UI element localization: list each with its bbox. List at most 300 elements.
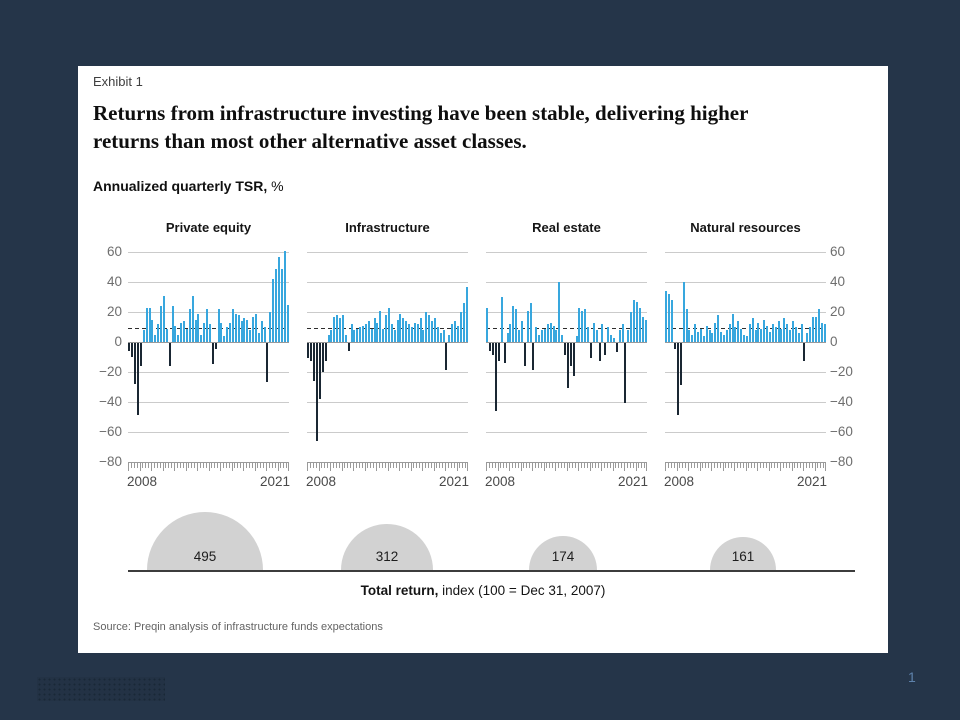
quarter-tick bbox=[677, 463, 678, 471]
quarter-tick bbox=[769, 463, 770, 471]
bar bbox=[521, 321, 523, 342]
total-return-value: 495 bbox=[193, 549, 217, 564]
quarter-tick bbox=[163, 463, 164, 471]
quarter-tick bbox=[708, 463, 709, 468]
bar bbox=[235, 314, 237, 343]
quarter-tick bbox=[812, 463, 813, 468]
bar bbox=[192, 296, 194, 343]
bar bbox=[766, 326, 768, 343]
quarter-tick bbox=[457, 463, 458, 471]
quarter-tick bbox=[142, 463, 143, 468]
bar bbox=[371, 329, 373, 343]
y-axis-label-right: 0 bbox=[830, 334, 838, 349]
quarter-tick bbox=[370, 463, 371, 468]
quarter-tick bbox=[339, 463, 340, 468]
bar bbox=[172, 306, 174, 342]
bar bbox=[504, 343, 506, 363]
quarter-tick bbox=[307, 463, 308, 471]
bar bbox=[729, 324, 731, 342]
gridline-60 bbox=[486, 252, 647, 253]
bar bbox=[374, 318, 376, 342]
quarter-tick bbox=[595, 463, 596, 468]
bar bbox=[246, 320, 248, 343]
bar bbox=[665, 291, 667, 342]
bar bbox=[561, 335, 563, 343]
x-axis-ruler bbox=[486, 462, 647, 473]
quarter-tick bbox=[685, 463, 686, 468]
quarter-tick bbox=[668, 463, 669, 468]
quarter-tick bbox=[223, 463, 224, 468]
bar bbox=[818, 309, 820, 342]
bar bbox=[422, 330, 424, 342]
bar bbox=[780, 329, 782, 343]
quarter-tick bbox=[388, 463, 389, 471]
quarter-tick bbox=[618, 463, 619, 468]
quarter-tick bbox=[512, 463, 513, 468]
bar bbox=[671, 300, 673, 342]
quarter-tick bbox=[529, 463, 530, 468]
bar bbox=[445, 343, 447, 370]
gridline-40 bbox=[128, 282, 289, 283]
bar bbox=[183, 321, 185, 342]
quarter-tick bbox=[390, 463, 391, 468]
bar bbox=[137, 343, 139, 415]
quarter-tick bbox=[342, 463, 343, 471]
bar bbox=[535, 327, 537, 342]
quarter-tick bbox=[280, 463, 281, 468]
quarter-tick bbox=[269, 463, 270, 468]
bar bbox=[711, 333, 713, 342]
bar bbox=[319, 343, 321, 399]
y-axis-label-left: 20 bbox=[106, 304, 122, 319]
bar bbox=[333, 317, 335, 343]
gridline--20 bbox=[307, 372, 468, 373]
quarter-tick bbox=[160, 463, 161, 468]
bar bbox=[726, 330, 728, 342]
quarter-tick bbox=[725, 463, 726, 468]
bar bbox=[206, 309, 208, 342]
bar bbox=[351, 324, 353, 342]
bar bbox=[734, 327, 736, 342]
bar bbox=[154, 335, 156, 343]
bar bbox=[636, 302, 638, 343]
bar bbox=[146, 308, 148, 343]
quarter-tick bbox=[610, 463, 611, 468]
bar bbox=[809, 327, 811, 342]
bar bbox=[714, 323, 716, 343]
bar bbox=[757, 323, 759, 343]
quarter-tick bbox=[561, 463, 562, 468]
quarter-tick bbox=[454, 463, 455, 468]
quarter-tick bbox=[809, 463, 810, 468]
bar bbox=[798, 333, 800, 342]
bar bbox=[382, 329, 384, 343]
y-axis-label-right: −40 bbox=[830, 394, 853, 409]
quarter-tick bbox=[564, 463, 565, 468]
quarter-tick bbox=[646, 463, 647, 471]
bar bbox=[806, 333, 808, 342]
bar bbox=[443, 330, 445, 342]
chart-panel-real-estate bbox=[486, 218, 647, 498]
gridline--60 bbox=[486, 432, 647, 433]
quarter-tick bbox=[272, 463, 273, 468]
gridline-40 bbox=[665, 282, 826, 283]
quarter-tick bbox=[688, 463, 689, 471]
quarter-tick bbox=[760, 463, 761, 468]
bar bbox=[558, 282, 560, 342]
quarter-tick bbox=[792, 463, 793, 471]
gridline--60 bbox=[307, 432, 468, 433]
quarter-tick bbox=[694, 463, 695, 468]
gridline--40 bbox=[128, 402, 289, 403]
chart-title: Real estate bbox=[532, 220, 601, 235]
quarter-tick bbox=[448, 463, 449, 468]
bar bbox=[209, 324, 211, 342]
quarter-tick bbox=[523, 463, 524, 468]
gridline-0 bbox=[128, 342, 289, 343]
quarter-tick bbox=[492, 463, 493, 468]
bar bbox=[732, 314, 734, 343]
bar bbox=[486, 308, 488, 343]
bar bbox=[232, 309, 234, 342]
quarter-tick bbox=[134, 463, 135, 468]
bar bbox=[143, 330, 145, 342]
quarter-tick bbox=[638, 463, 639, 468]
bar bbox=[264, 327, 266, 342]
bar bbox=[547, 324, 549, 342]
y-axis-label-left: 0 bbox=[114, 334, 122, 349]
bar bbox=[414, 323, 416, 343]
bar bbox=[215, 343, 217, 349]
quarter-tick bbox=[500, 463, 501, 468]
quarter-tick bbox=[321, 463, 322, 468]
bar bbox=[645, 320, 647, 343]
quarter-tick bbox=[521, 463, 522, 471]
bar bbox=[509, 324, 511, 342]
quarter-tick bbox=[319, 463, 320, 471]
quarter-tick bbox=[237, 463, 238, 468]
x-axis-start-label: 2008 bbox=[485, 474, 516, 489]
bar bbox=[700, 329, 702, 343]
exhibit-title: Returns from infrastructure investing have been stable, delivering higher returns than most other alternative asset classes. bbox=[93, 101, 749, 153]
bar bbox=[755, 330, 757, 342]
bar bbox=[402, 318, 404, 342]
bar bbox=[399, 314, 401, 343]
quarter-tick bbox=[581, 463, 582, 468]
exhibit-label: Exhibit 1 bbox=[93, 74, 143, 89]
quarter-tick bbox=[549, 463, 550, 468]
quarter-tick bbox=[592, 463, 593, 468]
quarter-tick bbox=[353, 463, 354, 471]
bar bbox=[624, 343, 626, 403]
bar bbox=[200, 335, 202, 343]
bar bbox=[365, 324, 367, 342]
gridline--60 bbox=[665, 432, 826, 433]
bar bbox=[746, 336, 748, 342]
quarter-tick bbox=[587, 463, 588, 468]
quarter-tick bbox=[416, 463, 417, 468]
gridline--40 bbox=[486, 402, 647, 403]
quarter-tick bbox=[665, 463, 666, 471]
bar bbox=[223, 336, 225, 342]
quarter-tick bbox=[702, 463, 703, 468]
total-return-baseline bbox=[128, 570, 855, 572]
bar bbox=[717, 315, 719, 342]
quarter-tick bbox=[419, 463, 420, 468]
bar bbox=[613, 338, 615, 343]
bar bbox=[420, 318, 422, 342]
bar bbox=[515, 309, 517, 342]
x-axis-start-label: 2008 bbox=[664, 474, 695, 489]
quarter-tick bbox=[598, 463, 599, 468]
bar bbox=[252, 317, 254, 343]
bar bbox=[610, 335, 612, 343]
y-axis-label-right: 20 bbox=[830, 304, 846, 319]
quarter-tick bbox=[168, 463, 169, 468]
bar bbox=[593, 323, 595, 343]
quarter-tick bbox=[590, 463, 591, 471]
chart-plot bbox=[486, 252, 647, 462]
bar bbox=[325, 343, 327, 361]
bar bbox=[238, 315, 240, 342]
quarter-tick bbox=[411, 463, 412, 471]
quarter-tick bbox=[535, 463, 536, 468]
bar bbox=[307, 343, 309, 358]
quarter-tick bbox=[498, 463, 499, 471]
quarter-tick bbox=[569, 463, 570, 468]
bar bbox=[740, 329, 742, 343]
quarter-tick bbox=[362, 463, 363, 468]
bar bbox=[356, 329, 358, 343]
quarter-tick bbox=[604, 463, 605, 468]
quarter-tick bbox=[246, 463, 247, 468]
quarter-tick bbox=[203, 463, 204, 468]
bar bbox=[789, 330, 791, 342]
bar bbox=[186, 329, 188, 343]
bar bbox=[596, 330, 598, 342]
bar bbox=[197, 314, 199, 343]
small-multiples-bar-charts bbox=[78, 218, 888, 498]
bar bbox=[786, 324, 788, 342]
quarter-tick bbox=[431, 463, 432, 468]
quarter-tick bbox=[786, 463, 787, 468]
quarter-tick bbox=[200, 463, 201, 468]
bar bbox=[316, 343, 318, 441]
quarter-tick bbox=[691, 463, 692, 468]
quarter-tick bbox=[379, 463, 380, 468]
bar bbox=[812, 317, 814, 343]
bar bbox=[775, 327, 777, 342]
bar bbox=[258, 333, 260, 342]
quarter-tick bbox=[382, 463, 383, 468]
bar bbox=[174, 326, 176, 343]
metric-label-unit: % bbox=[271, 178, 284, 194]
total-return-value: 312 bbox=[375, 549, 399, 564]
bar bbox=[385, 315, 387, 342]
gridline-20 bbox=[665, 312, 826, 313]
quarter-tick bbox=[234, 463, 235, 468]
quarter-tick bbox=[128, 463, 129, 471]
quarter-tick bbox=[584, 463, 585, 468]
bar bbox=[391, 324, 393, 342]
bar bbox=[769, 332, 771, 343]
quarter-tick bbox=[402, 463, 403, 468]
bar bbox=[720, 332, 722, 343]
quarter-tick bbox=[717, 463, 718, 468]
bar bbox=[749, 324, 751, 342]
total-return-value: 161 bbox=[731, 549, 755, 564]
gridline-60 bbox=[307, 252, 468, 253]
gridline--40 bbox=[665, 402, 826, 403]
quarter-tick bbox=[636, 463, 637, 471]
bar bbox=[492, 343, 494, 355]
x-axis-end-label: 2021 bbox=[259, 474, 290, 489]
bar bbox=[527, 311, 529, 343]
metric-label bbox=[93, 178, 284, 194]
bar bbox=[763, 320, 765, 343]
quarter-tick bbox=[226, 463, 227, 468]
bar bbox=[587, 327, 589, 342]
bar bbox=[633, 300, 635, 342]
gridline-40 bbox=[307, 282, 468, 283]
quarter-tick bbox=[183, 463, 184, 468]
quarter-tick bbox=[644, 463, 645, 468]
bar bbox=[674, 343, 676, 349]
quarter-tick bbox=[428, 463, 429, 468]
chart-panel-private-equity bbox=[128, 218, 289, 498]
quarter-tick bbox=[288, 463, 289, 471]
bar bbox=[622, 324, 624, 342]
quarter-tick bbox=[544, 463, 545, 471]
y-axis-label-right: −20 bbox=[830, 364, 853, 379]
quarter-tick bbox=[347, 463, 348, 468]
chart-panel-infrastructure bbox=[307, 218, 468, 498]
bar bbox=[411, 327, 413, 342]
bar bbox=[128, 343, 130, 351]
bar bbox=[512, 306, 514, 342]
quarter-tick bbox=[137, 463, 138, 468]
y-axis-label-left: −40 bbox=[99, 394, 122, 409]
gridline-40 bbox=[486, 282, 647, 283]
quarter-tick bbox=[145, 463, 146, 468]
bar bbox=[457, 326, 459, 343]
quarter-tick bbox=[376, 463, 377, 471]
quarter-tick bbox=[532, 463, 533, 471]
y-axis-label-right: −60 bbox=[830, 424, 853, 439]
bar bbox=[131, 343, 133, 357]
chart-panel-natural-resources bbox=[665, 218, 826, 498]
bar bbox=[425, 312, 427, 342]
bar bbox=[313, 343, 315, 381]
bar bbox=[408, 324, 410, 342]
quarter-tick bbox=[393, 463, 394, 468]
bar bbox=[783, 318, 785, 342]
quarter-tick bbox=[613, 463, 614, 471]
bar bbox=[226, 327, 228, 342]
total-return-caption bbox=[78, 583, 888, 598]
quarter-tick bbox=[740, 463, 741, 468]
bar bbox=[538, 335, 540, 343]
bar bbox=[824, 324, 826, 342]
bar bbox=[189, 309, 191, 342]
quarter-tick bbox=[541, 463, 542, 468]
bar bbox=[353, 330, 355, 342]
quarter-tick bbox=[575, 463, 576, 468]
bar bbox=[532, 343, 534, 370]
bar bbox=[266, 343, 268, 382]
x-axis-ruler bbox=[665, 462, 826, 473]
bar bbox=[229, 323, 231, 343]
quarter-tick bbox=[211, 463, 212, 468]
bar bbox=[564, 343, 566, 355]
bar bbox=[680, 343, 682, 385]
quarter-tick bbox=[405, 463, 406, 468]
quarter-tick bbox=[558, 463, 559, 468]
bar bbox=[218, 309, 220, 342]
bar bbox=[330, 330, 332, 342]
quarter-tick bbox=[817, 463, 818, 468]
quarter-tick bbox=[275, 463, 276, 468]
bar bbox=[359, 327, 361, 342]
quarter-tick bbox=[333, 463, 334, 468]
quarter-tick bbox=[743, 463, 744, 468]
quarter-tick bbox=[140, 463, 141, 471]
quarter-tick bbox=[327, 463, 328, 468]
bar bbox=[180, 323, 182, 343]
quarter-tick bbox=[774, 463, 775, 468]
bar bbox=[573, 343, 575, 376]
bar bbox=[541, 330, 543, 342]
quarter-tick bbox=[682, 463, 683, 468]
quarter-tick bbox=[344, 463, 345, 468]
quarter-tick bbox=[206, 463, 207, 468]
quarter-tick bbox=[630, 463, 631, 468]
quarter-tick bbox=[700, 463, 701, 471]
quarter-tick bbox=[486, 463, 487, 471]
bar bbox=[581, 311, 583, 343]
quarter-tick bbox=[518, 463, 519, 468]
quarter-tick bbox=[711, 463, 712, 471]
bar bbox=[778, 321, 780, 342]
quarter-tick bbox=[823, 463, 824, 468]
quarter-tick bbox=[385, 463, 386, 468]
chart-plot bbox=[128, 252, 289, 462]
bar bbox=[795, 327, 797, 342]
quarter-tick bbox=[266, 463, 267, 471]
bar bbox=[495, 343, 497, 411]
x-axis-start-label: 2008 bbox=[306, 474, 337, 489]
bar bbox=[255, 314, 257, 343]
bar bbox=[454, 321, 456, 342]
bar bbox=[388, 308, 390, 343]
exhibit-card bbox=[78, 66, 888, 653]
y-axis-label-left: −60 bbox=[99, 424, 122, 439]
quarter-tick bbox=[624, 463, 625, 471]
bar bbox=[688, 330, 690, 342]
quarter-tick bbox=[705, 463, 706, 468]
bar bbox=[195, 320, 197, 343]
bar bbox=[460, 312, 462, 342]
bar bbox=[668, 294, 670, 342]
chart-title: Infrastructure bbox=[345, 220, 430, 235]
quarter-tick bbox=[506, 463, 507, 468]
quarter-tick bbox=[714, 463, 715, 468]
bar bbox=[243, 318, 245, 342]
quarter-tick bbox=[180, 463, 181, 468]
bar bbox=[451, 324, 453, 342]
bar bbox=[322, 343, 324, 372]
bar bbox=[607, 327, 609, 342]
